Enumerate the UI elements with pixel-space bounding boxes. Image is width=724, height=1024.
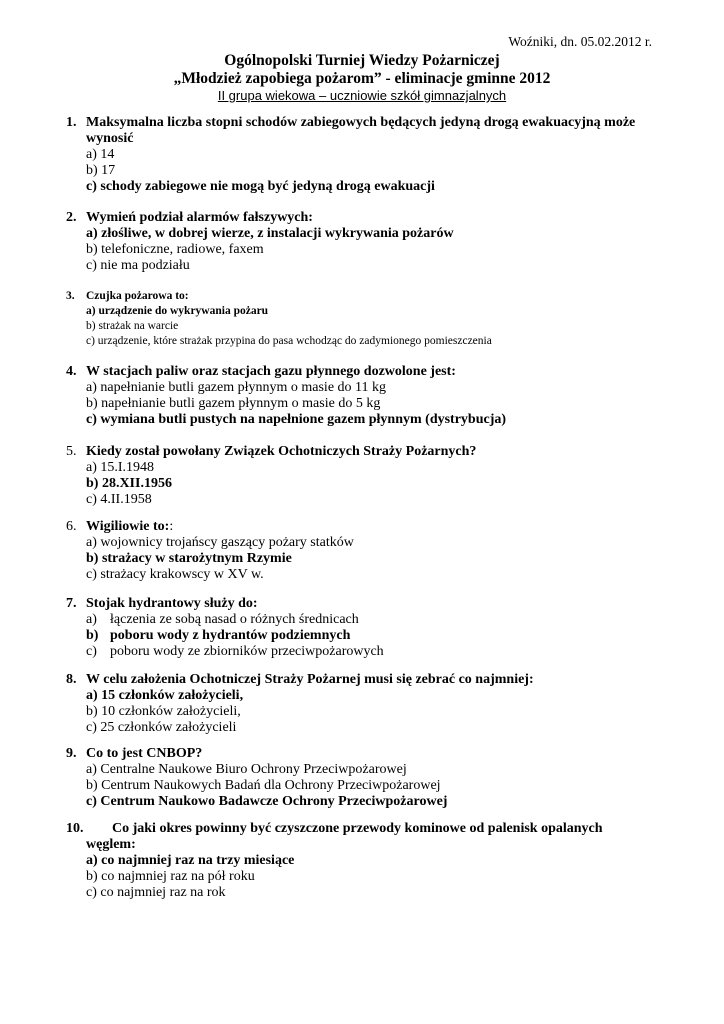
question-text: Wymień podział alarmów fałszywych: <box>86 210 313 225</box>
question-number: 3. <box>66 290 75 302</box>
answer-text: poboru wody z hydrantów podziemnych <box>110 628 351 643</box>
answer-option: c) urządzenie, które strażak przypina do pasa wchodząc do zadymionego pomieszczenia <box>86 335 492 347</box>
answer-option: b) 17 <box>86 163 116 178</box>
question-number: 4. <box>66 364 77 379</box>
answer-option-correct: a) złośliwe, w dobrej wierze, z instalacji wykrywania pożarów <box>86 226 454 241</box>
answer-option: a) Centralne Naukowe Biuro Ochrony Przeciwpożarowej <box>86 762 407 777</box>
question-text-suffix: : <box>169 519 174 534</box>
answer-option-correct <box>86 628 666 644</box>
question-number: 10. <box>66 821 84 836</box>
answer-option: a) 15.I.1948 <box>86 460 155 475</box>
question-text: Maksymalna liczba stopni schodów zabiegowych będących jedyną drogą ewakuacyjną może wynosić <box>86 115 636 146</box>
question-text: Stojak hydrantowy służy do: <box>86 596 258 611</box>
question-text: Czujka pożarowa to: <box>86 290 189 302</box>
answer-option: c) 25 członków założycieli <box>86 720 237 735</box>
question-text: W stacjach paliw oraz stacjach gazu płynnego dozwolone jest: <box>86 364 456 379</box>
question-4 <box>66 364 666 428</box>
question-text: Wigiliowie to: <box>86 519 170 534</box>
question-number: 7. <box>66 596 77 611</box>
answer-option-correct: b) strażacy w starożytnym Rzymie <box>86 551 292 566</box>
answer-option-correct: c) schody zabiegowe nie mogą być jedyną drogą ewakuacji <box>86 179 435 194</box>
question-number: 2. <box>66 210 77 225</box>
document-title: Ogólnopolski Turniej Wiedzy Pożarniczej <box>224 52 500 69</box>
answer-option: b) telefoniczne, radiowe, faxem <box>86 242 264 257</box>
answer-option-correct: b) 28.XII.1956 <box>86 476 172 491</box>
question-text: W celu założenia Ochotniczej Straży Pożarnej musi się zebrać co najmniej: <box>86 672 534 687</box>
question-3 <box>66 289 666 349</box>
answer-option: a) 14 <box>86 147 115 162</box>
answer-option-correct: c) wymiana butli pustych na napełnione gazem płynnym (dystrybucja) <box>86 412 507 427</box>
question-7 <box>66 596 666 660</box>
answer-option: b) Centrum Naukowych Badań dla Ochrony Przeciwpożarowej <box>86 778 441 793</box>
question-8 <box>66 672 666 736</box>
document-title-line2: „Młodzież zapobiega pożarom” - eliminacje gminne 2012 <box>173 70 551 87</box>
question-2 <box>66 210 666 274</box>
question-5 <box>66 444 666 508</box>
question-text: Co to jest CNBOP? <box>86 746 203 761</box>
question-number: 1. <box>66 115 77 130</box>
question-1 <box>66 115 666 195</box>
answer-text: poboru wody ze zbiorników przeciwpożarowych <box>110 644 384 659</box>
answer-option: c) co najmniej raz na rok <box>86 885 226 900</box>
question-9 <box>66 746 666 810</box>
answer-option: a) wojownicy trojańscy gaszący pożary statków <box>86 535 354 550</box>
answer-option-correct: a) 15 członków założycieli, <box>86 688 244 703</box>
answer-option: c) 4.II.1958 <box>86 492 152 507</box>
answer-option-correct: a) urządzenie do wykrywania pożaru <box>86 305 269 317</box>
document-date: Woźniki, dn. 05.02.2012 r. <box>508 34 652 49</box>
answer-option <box>86 644 666 660</box>
question-number: 5. <box>66 444 77 459</box>
answer-option: b) strażak na warcie <box>86 320 179 332</box>
question-text: Kiedy został powołany Związek Ochotniczych Straży Pożarnych? <box>86 444 477 459</box>
answer-option: c) strażacy krakowscy w XV w. <box>86 567 264 582</box>
answer-label: b) <box>86 628 99 643</box>
answer-option-correct: a) co najmniej raz na trzy miesiące <box>86 853 295 868</box>
answer-option: b) 10 członków założycieli, <box>86 704 241 719</box>
answer-label: c) <box>86 644 97 659</box>
question-text: Co jaki okres powinny być czyszczone przewody kominowe od palenisk opalanych <box>112 821 603 836</box>
question-text-line2: węglem: <box>86 837 136 852</box>
answer-option: b) co najmniej raz na pół roku <box>86 869 255 884</box>
question-number: 6. <box>66 519 77 534</box>
answer-option: b) napełnianie butli gazem płynnym o masie do 5 kg <box>86 396 381 411</box>
document-subtitle: II grupa wiekowa – uczniowie szkół gimnazjalnych <box>217 88 507 103</box>
question-number: 8. <box>66 672 77 687</box>
answer-text: łączenia ze sobą nasad o różnych średnicach <box>110 612 359 627</box>
answer-option <box>86 612 666 628</box>
question-number: 9. <box>66 746 77 761</box>
answer-option: c) nie ma podziału <box>86 258 190 273</box>
answer-option-correct: c) Centrum Naukowo Badawcze Ochrony Przeciwpożarowej <box>86 794 448 809</box>
answer-option: a) napełnianie butli gazem płynnym o masie do 11 kg <box>86 380 387 395</box>
answer-label: a) <box>86 612 97 627</box>
question-6 <box>66 519 666 583</box>
question-10 <box>66 821 666 901</box>
